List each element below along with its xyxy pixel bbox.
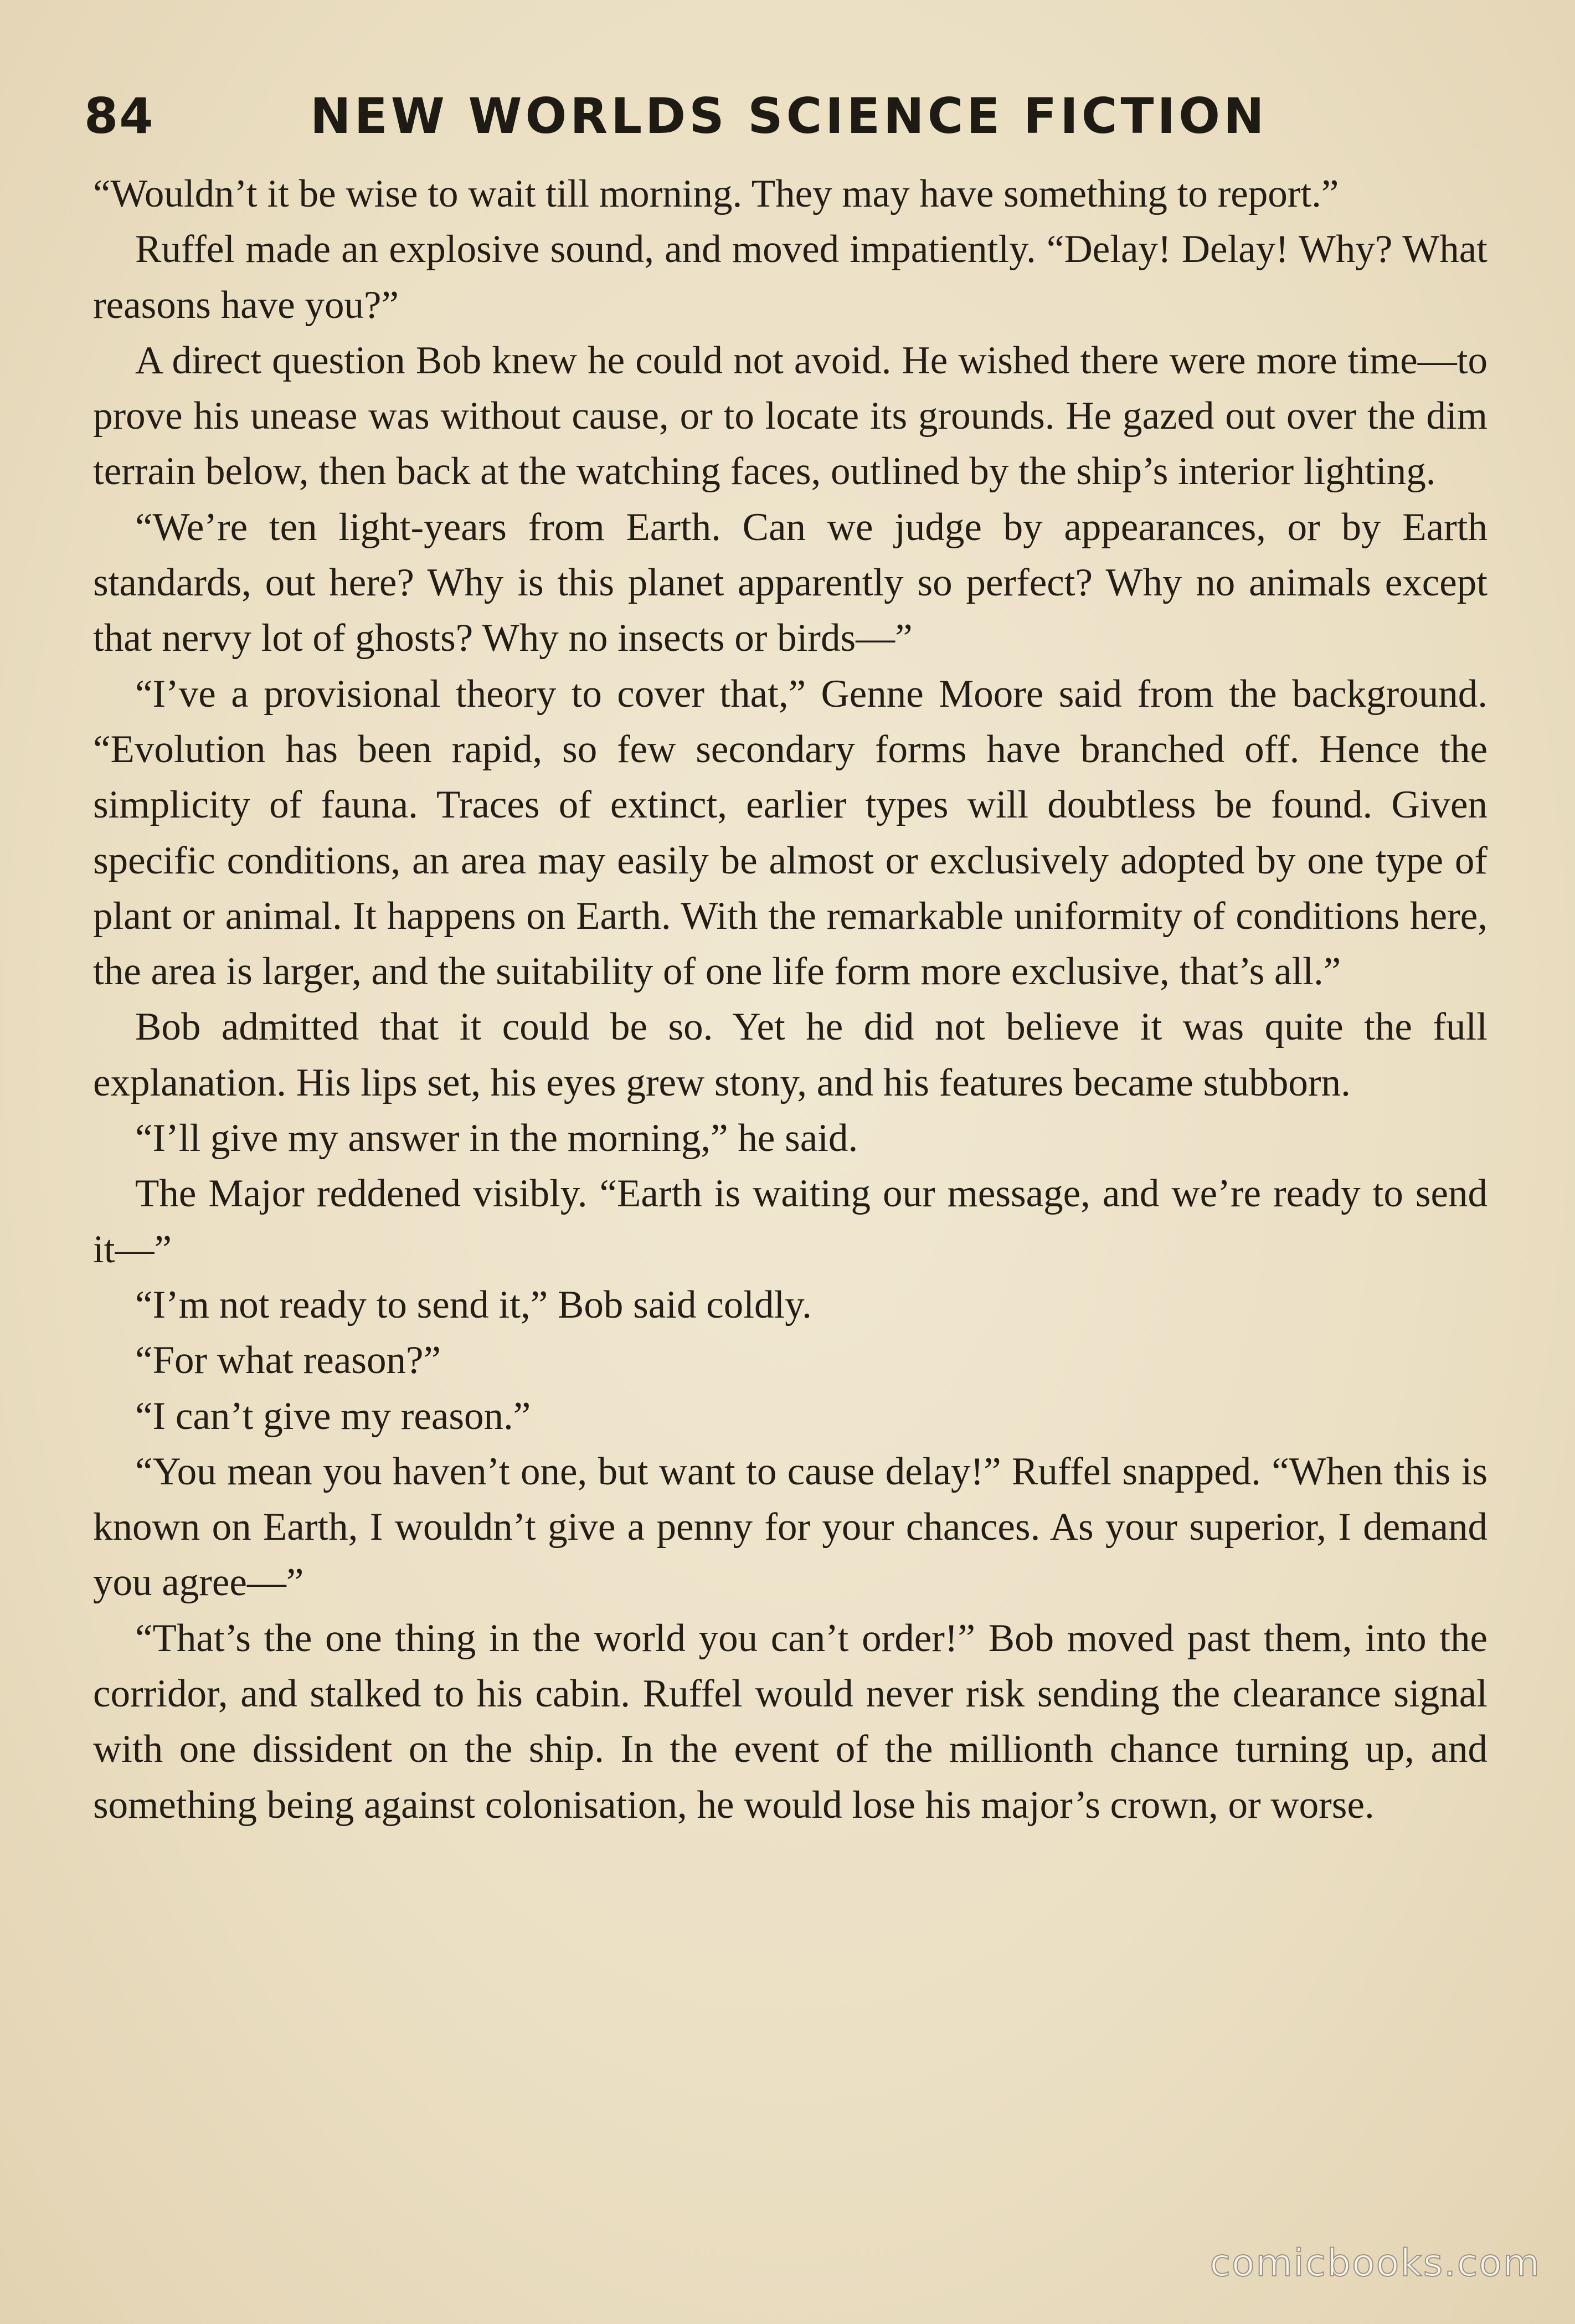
paragraph: A direct question Bob knew he could not avoid. He wished there were more time—to prove his unease was without cause, or to locate its grounds. He gazed out over the dim terrain below, then back at the watching faces, outlined by the ship’s interior lighting. bbox=[93, 338, 1487, 493]
paragraph: “I’ll give my answer in the morning,” he said. bbox=[135, 1117, 858, 1160]
paragraph: “I’ve a provisional theory to cover that,” Genne Moore said from the background. “Evolution has been rapid, so few secondary forms have branched off. Hence the simplicity of fauna. Traces of extinct, earlier types will doubtless be found. Given specific conditions, an area may easily be almost or exclusively adopted by one type of plant or animal. It happens on Earth. With the remarkable uniformity of conditions here, the area is larger, and the suitability of one life form more exclusive, that’s all.” bbox=[93, 672, 1487, 994]
paragraph: The Major reddened visibly. “Earth is waiting our message, and we’re ready to send it—” bbox=[93, 1172, 1487, 1271]
paragraph: “That’s the one thing in the world you can’t order!” Bob moved past them, into the corridor, and stalked to his cabin. Ruffel would never risk sending the clearance signal with one dissident on the ship. In the event of the millionth chance turning up, and something being against colonisation, he would lose his major’s crown, or worse. bbox=[93, 1616, 1487, 1827]
page-number: 84 bbox=[84, 88, 155, 145]
running-header bbox=[84, 88, 1496, 154]
paragraph: “We’re ten light-years from Earth. Can we judge by appearances, or by Earth standards, out here? Why is this planet apparently so perfect? Why no animals except that nervy lot of ghosts? Why no insects or birds—” bbox=[93, 505, 1487, 660]
paragraph: Ruffel made an explosive sound, and moved impatiently. “Delay! Delay! Why? What reasons have you?” bbox=[93, 228, 1487, 327]
story-text bbox=[93, 166, 1487, 1833]
paragraph: “For what reason?” bbox=[135, 1339, 441, 1382]
paragraph: “Wouldn’t it be wise to wait till morning. They may have something to report.” bbox=[93, 172, 1339, 215]
paragraph: Bob admitted that it could be so. Yet he did not believe it was quite the full explanation. His lips set, his eyes grew stony, and his features became stubborn. bbox=[93, 1005, 1487, 1104]
paragraph: “You mean you haven’t one, but want to cause delay!” Ruffel snapped. “When this is known on Earth, I wouldn’t give a penny for your chances. As your superior, I demand you agree—” bbox=[93, 1449, 1487, 1605]
magazine-title: NEW WORLDS SCIENCE FICTION bbox=[310, 88, 1268, 145]
source-watermark: comicbooks.com bbox=[1209, 2241, 1541, 2285]
paragraph: “I can’t give my reason.” bbox=[135, 1394, 531, 1438]
paragraph: “I’m not ready to send it,” Bob said coldly. bbox=[135, 1283, 812, 1326]
